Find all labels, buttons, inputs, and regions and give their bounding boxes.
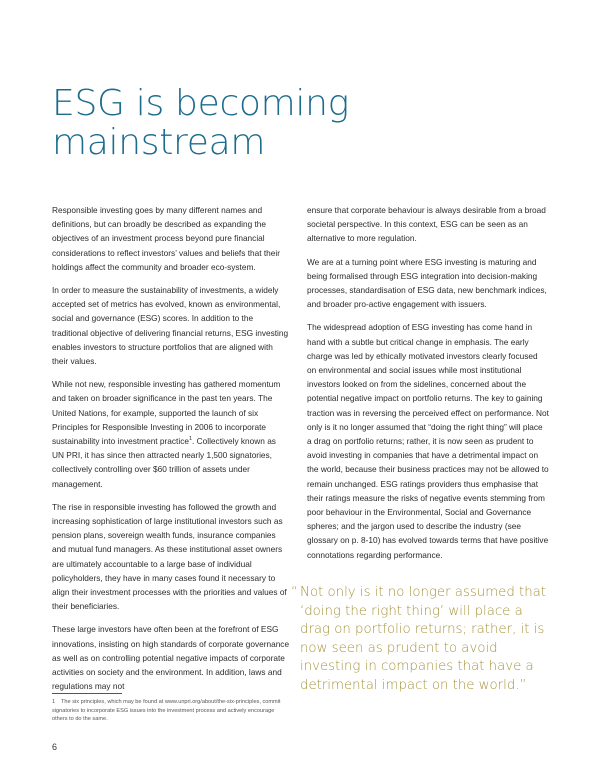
footnote-divider bbox=[52, 693, 122, 694]
footnote bbox=[52, 698, 290, 724]
paragraph-esg-innovations: These large investors have often been at the forefront of ESG innovations, insisting on high standards of corporate governance as well as on controlling potential negative impacts of corporate activities on society and the environment. In addition, laws and regulations may not bbox=[52, 624, 290, 692]
paragraph-esg-scores: In order to measure the sustainability of investments, a widely accepted set of metrics has evolved, known as environmental, social and governance (ESG) scores. In addition to the traditional objective of delivering financial returns, ESG investing enables investors to structure portfolios that are aligned with their values. bbox=[52, 285, 289, 367]
paragraph-institutional-investors: The rise in responsible investing has followed the growth and increasing sophistication of large institutional investors such as pension plans, sovereign wealth funds, insurance companies and mutual fund managers. As these institutional asset owners are ultimately accountable to a large base of individual policyholders, they have in many cases found it necessary to align their investment processes with the priorities and values of their beneficiaries. bbox=[52, 501, 287, 612]
footnote-text: The six principles, which may be found at www.unpri.org/about/the-six-principles, commit signatories to incorporate ESG issues into the investment process and actively encourage others to do the same. bbox=[52, 699, 281, 722]
paragraph-definition: Responsible investing goes by many different names and definitions, but can broadly be described as expanding the objectives of an investment process beyond pure financial considerations to reflect investors’ values and beliefs that their holdings affect the community and broader eco-system. bbox=[52, 205, 280, 272]
paragraph-un-pri bbox=[52, 377, 290, 491]
page-number: 6 bbox=[52, 742, 58, 752]
pull-quote-open-mark: “ bbox=[291, 585, 298, 600]
footnote-number: 1 bbox=[52, 699, 56, 705]
right-column bbox=[307, 203, 549, 571]
un-pri-text-continued: . Collectively known as UN PRI, it has since then attracted nearly 1,500 signatories, collectively controlling over $60 trillion of assets under management. bbox=[52, 436, 276, 489]
paragraph-turning-point: We are at a turning point where ESG investing is maturing and being formalised through ESG integration into decision-making processes, standardisation of ESG data, new benchmark indices, and broader pro-active engagement with issuers. bbox=[307, 256, 547, 310]
footnote-reference[interactable]: 1 bbox=[188, 436, 193, 443]
paragraph-societal-perspective: ensure that corporate behaviour is always desirable from a broad societal perspective. In this context, ESG can be seen as an alternative to more regulation. bbox=[307, 205, 546, 244]
page-title: ESG is becoming mainstream bbox=[52, 83, 349, 163]
un-pri-text: While not new, responsible investing has gathered momentum and taken on broader significance in the past ten years. The United Nations, for example, supported the launch of six Principles for Responsible Investing in 2006 to incorporate sustainability into investment practice bbox=[52, 379, 281, 447]
pull-quote bbox=[291, 584, 550, 696]
paragraph-widespread-adoption: The widespread adoption of ESG investing has come hand in hand with a subtle but critical change in emphasis. The early charge was led by ethically motivated investors clearly focused on environmental and social issues while most institutional investors looked on from the sidelines, concerned about the potential negative impact on portfolio returns. The key to gaining traction was in reversing the perceived effect on performance. Not only is it no longer assumed that “doing the right thing” will place a drag on portfolio returns; rather, it is now seen as prudent to avoid investing in companies that have a detrimental impact on the world, because their business practices may not be allowed to remain unchanged. ESG ratings providers thus emphasise that their ratings measure the risks of negative events stemming from poor behaviour in the Environmental, Social and Governance spheres; and the jargon used to describe the industry (see glossary on p. 8-10) has evolved towards terms that have positive connotations regarding performance. bbox=[307, 322, 549, 560]
left-column bbox=[52, 203, 290, 703]
pull-quote-text: Not only is it no longer assumed that ‘doing the right thing’ will place a drag on portfolio returns; rather, it is now seen as prudent to avoid investing in companies that have a detrimental impact on the world.” bbox=[300, 585, 546, 693]
